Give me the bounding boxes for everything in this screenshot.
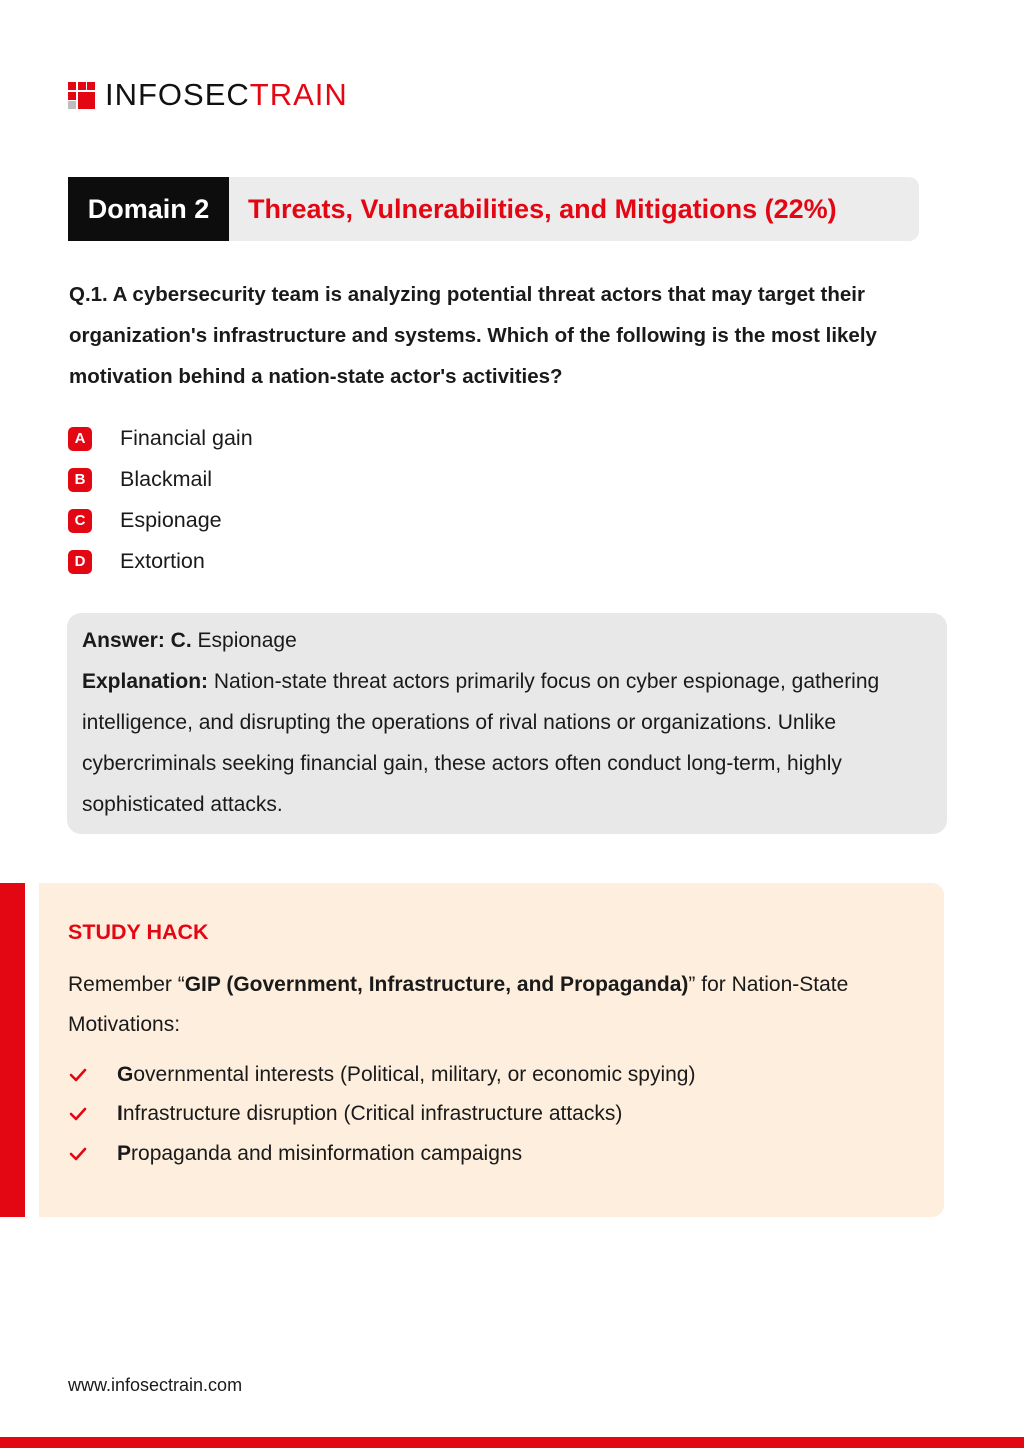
study-hack-title: STUDY HACK	[68, 920, 209, 944]
answer-label: Answer: C.	[82, 629, 192, 652]
option-b-text: Blackmail	[120, 467, 212, 491]
list-item	[66, 1095, 695, 1135]
answer-box	[67, 613, 947, 834]
list-item	[66, 1055, 695, 1095]
answer-options	[68, 418, 253, 582]
question-text: Q.1. A cybersecurity team is analyzing potential threat actors that may target their organization's infrastructure and systems. Which of the following is the most likely motivation behind a nation-state actor's activities?	[69, 283, 877, 388]
check-icon	[66, 1142, 90, 1166]
item-initial: P	[117, 1141, 132, 1165]
intro-prefix: Remember “	[68, 973, 185, 996]
study-hack-accent-bar	[0, 883, 25, 1217]
answer-value: Espionage	[197, 629, 297, 652]
option-a	[68, 418, 253, 459]
intro-mnemonic: GIP (Government, Infrastructure, and Propaganda)	[184, 973, 689, 996]
option-c	[68, 500, 253, 541]
item-text: overnmental interests (Political, military, or economic spying)	[133, 1062, 696, 1086]
check-icon	[66, 1063, 90, 1087]
option-a-text: Financial gain	[120, 426, 253, 450]
option-d-badge: D	[68, 550, 92, 574]
explanation	[82, 661, 932, 825]
domain-title: Threats, Vulnerabilities, and Mitigations (22%)	[248, 193, 837, 224]
logo-text-infosec: INFOSEC	[105, 77, 250, 112]
brand-logo	[68, 77, 348, 112]
item-initial: I	[117, 1102, 123, 1126]
item-initial: G	[117, 1062, 134, 1086]
study-hack-intro	[68, 965, 928, 1045]
item-text: ropaganda and misinformation campaigns	[131, 1141, 523, 1165]
option-d	[68, 541, 253, 582]
logo-wordmark	[105, 77, 348, 112]
study-hack-box	[39, 883, 944, 1217]
logo-mark-icon	[68, 82, 95, 109]
option-b-badge: B	[68, 468, 92, 492]
list-item	[66, 1134, 695, 1174]
footer-url[interactable]: www.infosectrain.com	[68, 1375, 243, 1395]
study-hack-list	[66, 1055, 695, 1174]
intro-suffix: ” for Nation-State Motivations:	[68, 973, 849, 1036]
logo-text-train: TRAIN	[249, 77, 348, 112]
option-b	[68, 459, 253, 500]
explanation-text: Nation-state threat actors primarily focus on cyber espionage, gathering intelligence, and disrupting the operations of rival nations or organizations. Unlike cybercriminals seeking financial gain, these actors often conduct long-term, highly sophisticated attacks.	[82, 670, 880, 816]
domain-header	[68, 177, 919, 241]
option-d-text: Extortion	[120, 549, 205, 573]
option-c-badge: C	[68, 509, 92, 533]
footer-bar	[0, 1437, 1024, 1448]
option-a-badge: A	[68, 427, 92, 451]
domain-label: Domain 2	[68, 177, 229, 241]
item-text: nfrastructure disruption (Critical infrastructure attacks)	[122, 1102, 623, 1126]
option-c-text: Espionage	[120, 508, 222, 532]
answer-line	[82, 620, 932, 661]
explanation-label: Explanation:	[82, 670, 209, 693]
check-icon	[66, 1102, 90, 1126]
